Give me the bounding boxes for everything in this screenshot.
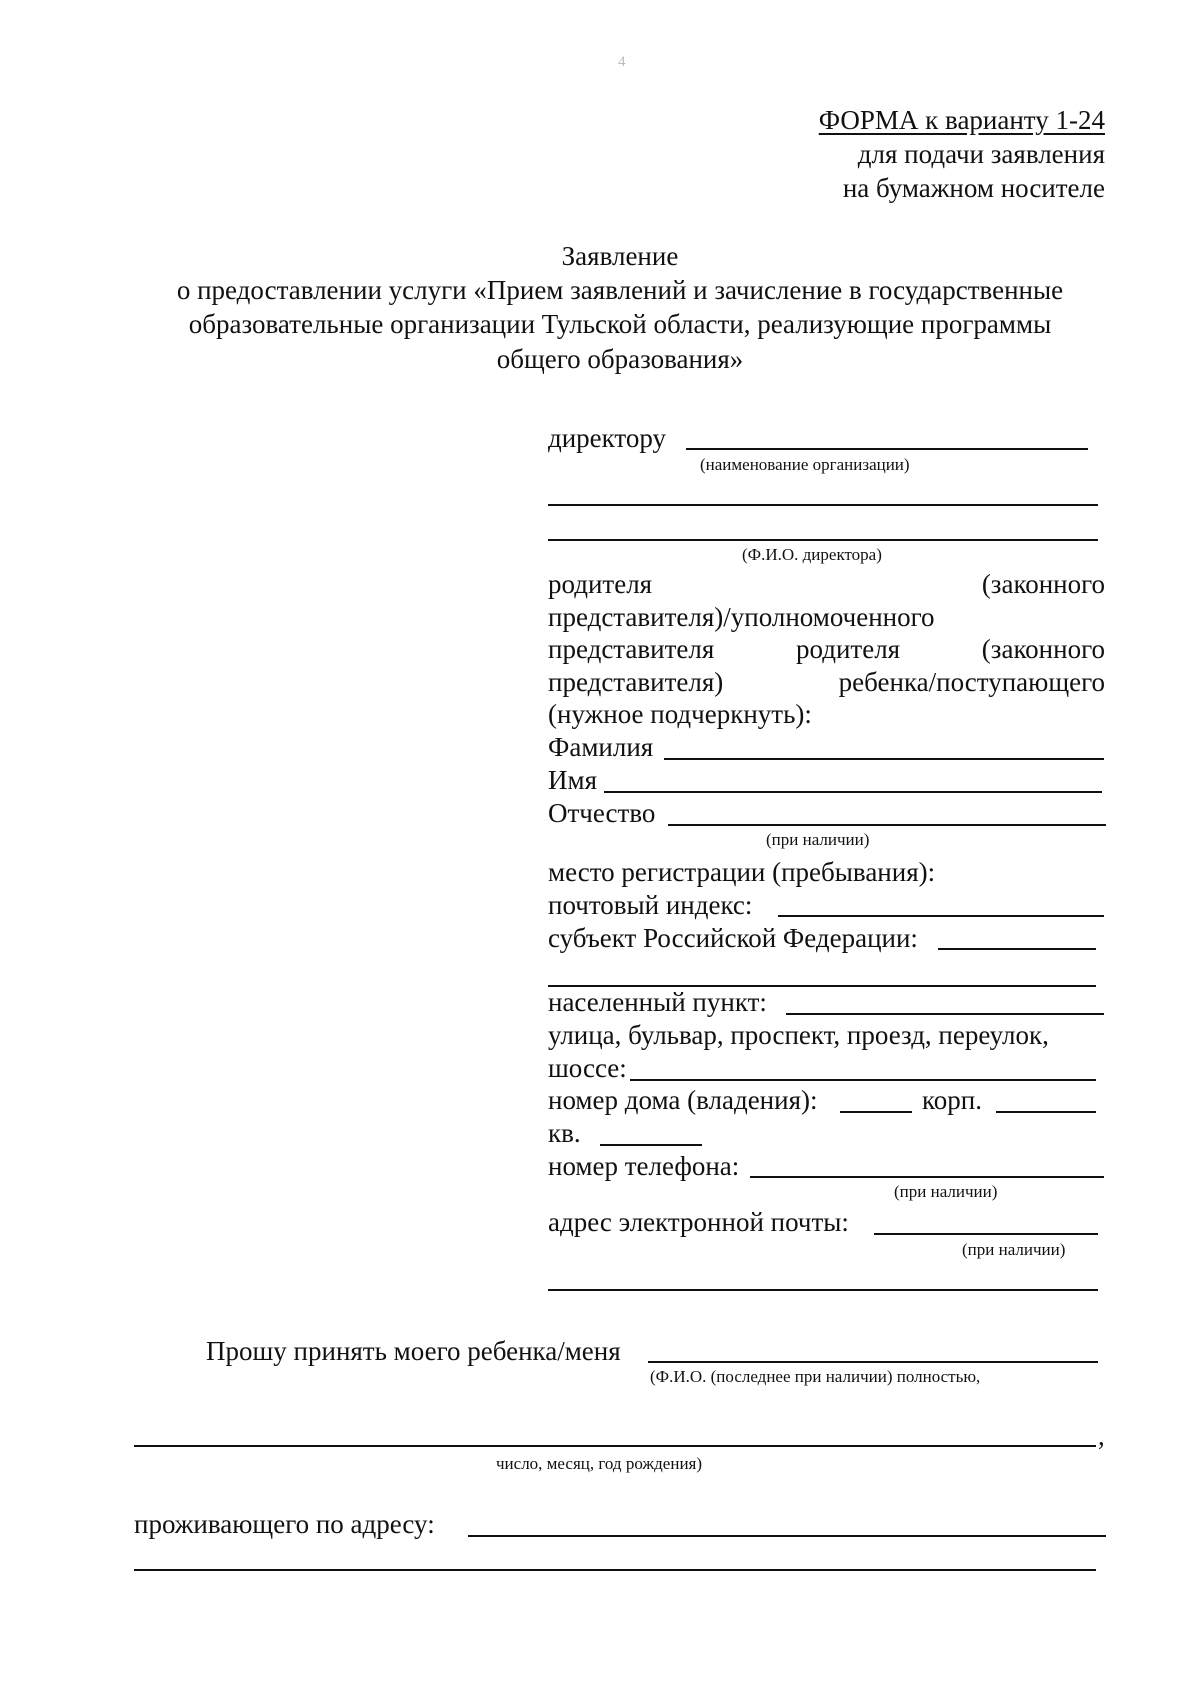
name-line[interactable]: [604, 791, 1102, 793]
birth-hint: число, месяц, год рождения): [496, 1454, 703, 1473]
title-line-2: о предоставлении услуги «Прием заявлений и зачисление в государственные: [176, 275, 1064, 305]
email-hint: (при наличии): [962, 1240, 1066, 1259]
building-label: корп.: [922, 1085, 982, 1115]
applicant-row-1: [548, 568, 1105, 600]
surname-line[interactable]: [664, 758, 1104, 760]
applicant-row-3: [548, 633, 1105, 665]
applicant-row-5: (нужное подчеркнуть):: [548, 699, 812, 729]
patronymic-hint: (при наличии): [766, 830, 870, 849]
postal-index-label: почтовый индекс:: [548, 890, 753, 920]
phone-line[interactable]: [750, 1176, 1104, 1178]
street-line[interactable]: [630, 1079, 1096, 1081]
address-label: проживающего по адресу:: [134, 1509, 435, 1539]
name-label: Имя: [548, 765, 598, 795]
patronymic-label: Отчество: [548, 798, 656, 828]
applicant-row-1-a: родителя: [548, 569, 653, 599]
street-label: улица, бульвар, проспект, проезд, переулок,: [548, 1020, 1049, 1050]
email-line[interactable]: [874, 1233, 1098, 1235]
region-line[interactable]: [938, 948, 1096, 950]
phone-hint: (при наличии): [894, 1182, 998, 1201]
applicant-row-3-c: (законного: [981, 634, 1105, 664]
org-line-2[interactable]: [548, 504, 1098, 506]
org-hint: (наименование организации): [700, 455, 910, 474]
locality-label: населенный пункт:: [548, 987, 767, 1017]
applicant-row-4-b: ребенка/поступающего: [838, 667, 1105, 697]
applicant-row-3-a: представителя: [548, 634, 715, 664]
comma: ,: [1098, 1421, 1105, 1451]
child-fio-hint: (Ф.И.О. (последнее при наличии) полностью,: [650, 1367, 981, 1386]
surname-label: Фамилия: [548, 732, 654, 762]
director-fio-hint: (Ф.И.О. директора): [742, 545, 882, 564]
house-label: номер дома (владения):: [548, 1085, 818, 1115]
address-line[interactable]: [468, 1535, 1106, 1537]
applicant-row-1-b: (законного: [981, 569, 1105, 599]
page-number: 4: [618, 54, 626, 70]
document-title: Заявление: [561, 241, 679, 271]
applicant-row-4: [548, 666, 1105, 698]
registration-label: место регистрации (пребывания):: [548, 857, 936, 887]
director-fio-line[interactable]: [548, 539, 1098, 541]
apartment-line[interactable]: [600, 1144, 702, 1146]
form-reference: ФОРМА к варианту 1-24: [818, 105, 1105, 135]
email-label: адрес электронной почты:: [548, 1207, 849, 1237]
applicant-row-2: представителя)/уполномоченного: [548, 602, 935, 632]
building-line[interactable]: [996, 1111, 1096, 1113]
patronymic-line[interactable]: [668, 824, 1106, 826]
house-line[interactable]: [840, 1111, 912, 1113]
applicant-row-3-b: родителя: [796, 634, 901, 664]
phone-label: номер телефона:: [548, 1151, 740, 1181]
header-line-3: на бумажном носителе: [842, 173, 1105, 203]
email-line-2[interactable]: [548, 1289, 1098, 1291]
address-line-2[interactable]: [134, 1569, 1096, 1571]
child-fio-line[interactable]: [648, 1361, 1098, 1363]
locality-line[interactable]: [786, 1013, 1104, 1015]
request-text: Прошу принять моего ребенка/меня: [206, 1336, 621, 1366]
director-label: директору: [548, 423, 667, 453]
apartment-label: кв.: [548, 1118, 581, 1148]
header-line-2: для подачи заявления: [857, 139, 1105, 169]
region-label: субъект Российской Федерации:: [548, 923, 918, 953]
postal-index-line[interactable]: [778, 915, 1104, 917]
child-birth-line[interactable]: [134, 1445, 1096, 1447]
title-line-3: образовательные организации Тульской области, реализующие программы: [188, 309, 1052, 339]
title-line-4: общего образования»: [496, 344, 744, 374]
highway-label: шоссе:: [548, 1053, 627, 1083]
applicant-row-4-a: представителя): [548, 667, 724, 697]
director-org-line[interactable]: [686, 448, 1088, 450]
